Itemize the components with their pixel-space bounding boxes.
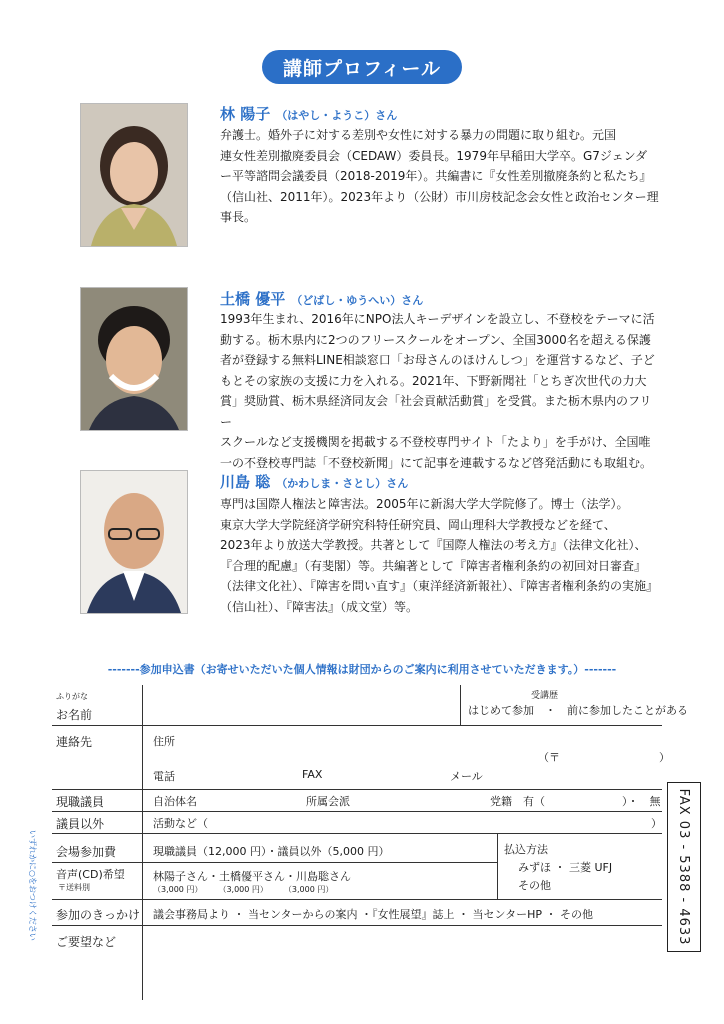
furigana-label: ふりがな — [56, 692, 88, 701]
history-label: 受講歴 — [531, 691, 559, 701]
requests-label: ご要望など — [56, 935, 117, 949]
form-divider — [52, 789, 662, 790]
fax-number-box — [667, 782, 701, 952]
speaker-reading: （はやし・ようこ）さん — [276, 109, 398, 122]
bio-line: ー平等諮問会議委員（2018-2019年）。共編書に『女性差別撤廃条約と私たち』 — [220, 169, 652, 183]
name-label: お名前 — [56, 708, 93, 722]
application-form-header: -------参加申込書（お寄せいただいた個人情報は財団からのご案内に利用させていただきます。）------- — [107, 663, 617, 676]
bio-line: 者が登録する無料LINE相談窓口「お母さんのほけんしつ」を運営するなど、子ど — [220, 353, 655, 367]
bio-line: （信山社）、『障害法』（成文堂）等。 — [220, 599, 419, 614]
bio-line: 専門は国際人権法と障害法。2005年に新潟大学大学院修了。博士（法学）。 — [220, 497, 629, 511]
bio-line: 1993年生まれ、2016年にNPO法人キーデザインを設立し、不登校をテーマに活 — [220, 312, 655, 326]
bio-line: （法律文化社）、『障害を問い直す』（東洋経済新報社）、『障害者権利条約の実施』 — [220, 579, 659, 593]
requests-field[interactable] — [146, 930, 656, 998]
bio-line: 2023年より放送大学教授。共著として『国際人権法の考え方』（法律文化社）、 — [220, 538, 647, 552]
payment-method-label: 払込方法 — [504, 843, 548, 856]
contact-label: 連絡先 — [56, 735, 93, 749]
venue-fee-options[interactable]: 現職議員（12,000 円）・議員以外（5,000 円） — [153, 845, 390, 858]
speaker-name: 川島 聡 — [220, 473, 271, 491]
trigger-label: 参加のきっかけ — [56, 908, 141, 922]
shipping-note: 〒送料別 — [58, 883, 90, 892]
form-divider — [52, 899, 662, 900]
trigger-options[interactable]: 議会事務局より ・ 当センターからの案内 ・『女性展望』誌上 ・ 当センターHP ・ その他 — [153, 908, 593, 921]
bio-line: 『合理的配慮』（有斐閣）等。共編著として『障害者権利条約の初回対日審査』 — [220, 558, 647, 573]
bio-line: 東京大学大学院経済学研究科特任研究員、岡山理科大学教授などを経て、 — [220, 517, 616, 532]
history-options[interactable]: はじめて参加 ・ 前に参加したことがある — [468, 704, 688, 717]
speaker-photo-kawashima — [80, 470, 188, 614]
bio-line: 賞」奨励賞、栃木県経済同友会「社会貢献活動賞」を受賞。また栃木県内のフリー — [220, 394, 652, 429]
audio-cd-prices: （3,000 円） （3,000 円） （3,000 円） — [153, 885, 334, 894]
activities-close: ） — [651, 817, 662, 830]
bio-line: 動する。栃木県内に2つのフリースクールをオープン、全国3000名を超える保護 — [220, 332, 651, 347]
bio-line: 事長。 — [220, 210, 257, 224]
section-title: 講師プロフィール — [262, 50, 462, 84]
bio-line: （信山社、2011年）。2023年より（公財）市川房枝記念会女性と政治センター理 — [220, 189, 659, 204]
payment-banks[interactable]: みずほ ・ 三菱 UFJ — [518, 861, 613, 874]
form-divider — [52, 833, 662, 834]
form-column-divider — [497, 833, 498, 899]
speaker-reading: （かわしま・さとし）さん — [276, 477, 409, 490]
speaker-reading: （どばし・ゆうへい）さん — [291, 294, 424, 307]
venue-fee-label: 会場参加費 — [56, 845, 117, 859]
activities-label: 活動など（ — [153, 817, 208, 830]
speaker-photo-dobashi — [80, 287, 188, 431]
speaker-name-dobashi — [220, 288, 423, 309]
current-member-label: 現職議員 — [56, 795, 105, 809]
side-note — [26, 830, 40, 940]
fax-number: FAX 03 - 5388 - 4633 — [676, 788, 692, 946]
form-divider — [52, 725, 662, 726]
form-divider — [52, 862, 497, 863]
faction-label: 所属会派 — [306, 795, 350, 808]
form-column-divider — [142, 685, 143, 1000]
payment-other[interactable]: その他 — [518, 879, 551, 892]
name-field[interactable] — [146, 688, 456, 722]
speaker-name: 土橋 優平 — [220, 290, 286, 308]
speaker-bio-dobashi — [220, 309, 660, 473]
bio-line: 一の不登校専門誌「不登校新聞」にて記事を連載するなど啓発活動にも取組む。 — [220, 455, 653, 470]
side-note-text: いずれかに○をおつけください — [28, 830, 38, 941]
speaker-name-hayashi — [220, 103, 397, 124]
speaker-photo-hayashi — [80, 103, 188, 247]
tel-label: 電話 — [153, 770, 175, 783]
party-label[interactable]: 党籍 有（ ）・ 無 — [490, 795, 661, 808]
form-divider — [52, 811, 662, 812]
postal-code-field[interactable]: （〒 ） — [538, 751, 670, 764]
speaker-bio-kawashima — [220, 494, 660, 617]
speaker-name-kawashima — [220, 471, 408, 492]
bio-line: 弁護士。婚外子に対する差別や女性に対する暴力の問題に取り組む。元国 — [220, 128, 617, 142]
audio-cd-options[interactable]: 林陽子さん・土橋優平さん・川島聡さん — [153, 870, 351, 883]
mail-label: メール — [450, 770, 483, 783]
form-divider — [52, 925, 662, 926]
bio-line: もとその家族の支援に力を入れる。2021年、下野新聞社「とちぎ次世代の力大 — [220, 373, 647, 388]
fax-label: FAX — [302, 768, 323, 781]
municipality-label: 自治体名 — [153, 795, 197, 808]
speaker-bio-hayashi — [220, 125, 660, 228]
address-label: 住所 — [153, 735, 175, 748]
bio-line: 連女性差別撤廃委員会（CEDAW）委員長。1979年早稲田大学卒。G7ジェンダ — [220, 148, 648, 163]
form-column-divider — [460, 685, 461, 725]
non-member-label: 議員以外 — [56, 817, 105, 831]
audio-cd-label: 音声(CD)希望 — [56, 868, 125, 881]
bio-line: スクールなど支援機関を掲載する不登校専門サイト「たより」を手がけ、全国唯 — [220, 435, 651, 449]
speaker-name: 林 陽子 — [220, 105, 271, 123]
